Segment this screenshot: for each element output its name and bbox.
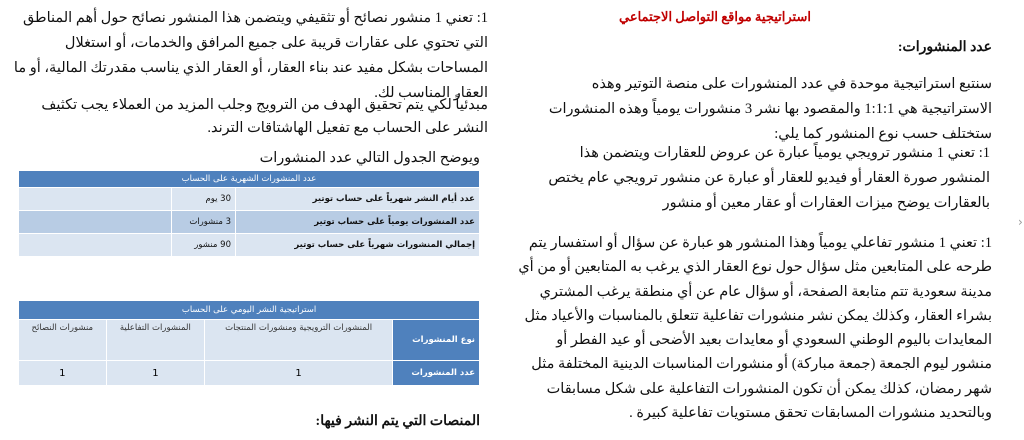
table-cell-value: 90 منشور	[172, 234, 236, 257]
column-header-interactive: المنشورات التفاعلية	[106, 320, 205, 361]
table-row	[19, 211, 480, 234]
table-title: عدد المنشورات الشهرية على الحساب	[19, 171, 480, 188]
table-cell-value: 3 منشورات	[172, 211, 236, 234]
table-cell-empty	[19, 211, 172, 234]
table-cell-label: عدد أيام النشر شهرياً على حساب توتير	[236, 188, 480, 211]
table-row	[19, 361, 480, 386]
table-row	[19, 320, 480, 361]
page-edge-chevron-icon[interactable]: ›	[1018, 215, 1023, 229]
subheading-post-count: عدد المنشورات:	[897, 40, 992, 55]
column-header-tips: منشورات النصائح	[19, 320, 107, 361]
table-row	[19, 234, 480, 257]
paragraph-posting-goal: مبدئياً لكي يتم تحقيق الهدف من الترويج وجلب المزيد من العملاء يجب تكثيف النشر على الحساب مع تفعيل الهاشتاقات الترند.	[41, 97, 488, 136]
paragraph-strategy: سنتبع استراتيجية موحدة في عدد المنشورات على منصة التوتير وهذه الاستراتيجية هي 1:1:1 والمقصود بها نشر 3 منشورات يومياً وهذه المنشورات ستختلف حسب نوع المنشور كما يلي:	[548, 76, 992, 142]
table-cell-empty	[19, 188, 172, 211]
table-intro: ويوضح الجدول التالي عدد المنشورات	[259, 150, 480, 166]
table-title: استراتيجية النشر اليومي على الحساب	[19, 301, 480, 320]
count-interactive: 1	[106, 361, 205, 386]
count-promo: 1	[205, 361, 393, 386]
row-header-post-count: عدد المنشورات	[393, 361, 480, 386]
paragraph-promo-post: 1: تعني 1 منشور ترويجي يومياً عبارة عن عروض للعقارات ويتضمن هذا المنشور صورة العقار أو فيديو للعقار أو عبارة عن منشور ترويجي عام يختص بالعقارات يوضح ميزات العقارات أو عقار معين أو منشور	[548, 145, 990, 211]
daily-strategy-table	[18, 300, 480, 386]
paragraph-tips-post: 1: تعني 1 منشور نصائح أو تثقيفي ويتضمن هذا المنشور نصائح حول أهم المناطق التي تحتوي على عقارات قريبة على جميع المرافق والخدمات، أو استغلال المساحات بشكل مفيد عند بناء العقار، أو العقار الذي يناسب مقدرتك المالية، أو ما العقار المناسب لك.	[13, 10, 488, 101]
table-cell-label: إجمالي المنشورات شهرياً على حساب توتير	[236, 234, 480, 257]
paragraph-interactive-post: 1: تعني 1 منشور تفاعلي يومياً وهذا المنشور هو عبارة عن سؤال أو استفسار يتم طرحه على المتابعين مثل سؤال حول نوع العقار الذي يرغب به المتابعين أو من أي مدينة سعودية تتم متابعة الصفحة، أو سؤال عام عن أي منطقة يرغب المشتري بشراء العقار، وكذلك يمكن نشر منشورات تفاعلية تتعلق بالمناسبات والأعياد مثل المعايدات باليوم الوطني السعودي أو معايدات بعيد الأضحى أو عيد الفطر أو منشور ليوم الجمعة (جمعة مباركة) أو منشورات المناسبات الدينية المختلفة مثل شهر رمضان، كذلك يمكن أن تكون المنشورات التفاعلية على شكل مسابقات وبالتحديد منشورات المسابقات تحقق مستويات تفاعلية كبيرة .	[518, 235, 992, 422]
row-header-post-type: نوع المنشورات	[393, 320, 480, 361]
column-header-promo: المنشورات الترويجية ومنشورات المنتجات	[205, 320, 393, 361]
table-cell-empty	[19, 234, 172, 257]
section-title: استراتيجية مواقع التواصل الاجتماعي	[619, 9, 811, 24]
table-row	[19, 188, 480, 211]
monthly-posts-table	[18, 170, 480, 257]
table-cell-label: عدد المنشورات يومياً على حساب توتير	[236, 211, 480, 234]
platforms-heading: المنصات التي يتم النشر فيها:	[315, 414, 480, 429]
table-cell-value: 30 يوم	[172, 188, 236, 211]
count-tips: 1	[19, 361, 107, 386]
